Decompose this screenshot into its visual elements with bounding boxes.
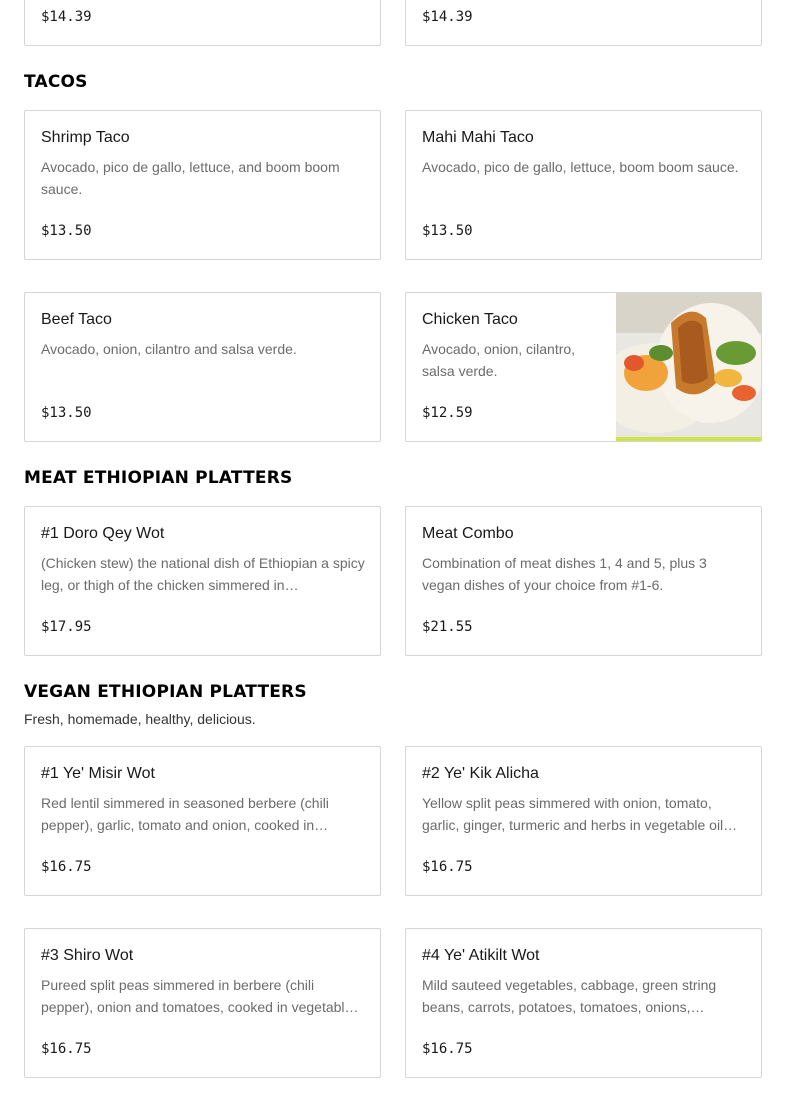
section-title-tacos: TACOS (24, 72, 88, 92)
section-title-meat-platters: MEAT ETHIOPIAN PLATTERS (24, 468, 293, 488)
item-name: Chicken Taco (422, 311, 518, 328)
menu-item-card[interactable] (405, 0, 762, 46)
item-price: $16.75 (41, 859, 92, 875)
item-name: Meat Combo (422, 525, 514, 542)
chicken-taco-photo (616, 293, 761, 441)
item-name: #4 Ye' Atikilt Wot (422, 947, 540, 964)
item-price: $21.55 (422, 619, 473, 635)
item-name: #3 Shiro Wot (41, 947, 134, 964)
item-price: $17.95 (41, 619, 92, 635)
menu-item-doro-qey-wot[interactable] (24, 506, 381, 656)
item-description: Avocado, pico de gallo, lettuce, and boom boom sauce. (41, 159, 340, 197)
item-price: $13.50 (41, 405, 92, 421)
item-description: Red lentil simmered in seasoned berbere (chili pepper), garlic, tomato and onion, cooked in… (41, 795, 329, 833)
item-price: $13.50 (422, 223, 473, 239)
item-name: #1 Doro Qey Wot (41, 525, 165, 542)
item-description: Yellow split peas simmered with onion, tomato, garlic, ginger, turmeric and herbs in vegetable oil… (422, 795, 738, 833)
menu-item-atikilt-wot[interactable] (405, 928, 762, 1078)
item-price: $12.59 (422, 405, 473, 421)
item-price: $16.75 (422, 1041, 473, 1057)
menu-item-shiro-wot[interactable] (24, 928, 381, 1078)
item-price: $14.39 (41, 9, 92, 25)
item-name: Beef Taco (41, 311, 112, 328)
menu-item-misir-wot[interactable] (24, 746, 381, 896)
item-description: Pureed split peas simmered in berbere (chili pepper), onion and tomatoes, cooked in vegetabl… (41, 977, 359, 1015)
item-price: $13.50 (41, 223, 92, 239)
menu-item-chicken-taco[interactable] (405, 292, 762, 442)
section-subtitle: Fresh, homemade, healthy, delicious. (24, 711, 256, 727)
item-name: Shrimp Taco (41, 129, 130, 146)
menu-item-card[interactable] (24, 0, 381, 46)
menu-item-meat-combo[interactable] (405, 506, 762, 656)
item-description: (Chicken stew) the national dish of Ethiopian a spicy leg, or thigh of the chicken simmered in… (41, 555, 365, 593)
item-description: Mild sauteed vegetables, cabbage, green string beans, carrots, potatoes, tomatoes, onions,… (422, 977, 717, 1015)
menu-item-beef-taco[interactable] (24, 292, 381, 442)
item-description: Avocado, onion, cilantro, salsa verde. (422, 341, 576, 379)
item-name: #2 Ye' Kik Alicha (422, 765, 539, 782)
item-name: #1 Ye' Misir Wot (41, 765, 155, 782)
item-name: Mahi Mahi Taco (422, 129, 534, 146)
menu-item-shrimp-taco[interactable] (24, 110, 381, 260)
item-description: Avocado, pico de gallo, lettuce, boom boom sauce. (422, 159, 739, 175)
item-description: Combination of meat dishes 1, 4 and 5, plus 3 vegan dishes of your choice from #1-6. (422, 555, 707, 593)
item-price: $16.75 (41, 1041, 92, 1057)
menu-item-kik-alicha[interactable] (405, 746, 762, 896)
item-price: $14.39 (422, 9, 473, 25)
menu-item-mahi-mahi-taco[interactable] (405, 110, 762, 260)
item-description: Avocado, onion, cilantro and salsa verde. (41, 341, 297, 357)
section-title-vegan-platters: VEGAN ETHIOPIAN PLATTERS (24, 682, 307, 702)
item-price: $16.75 (422, 859, 473, 875)
